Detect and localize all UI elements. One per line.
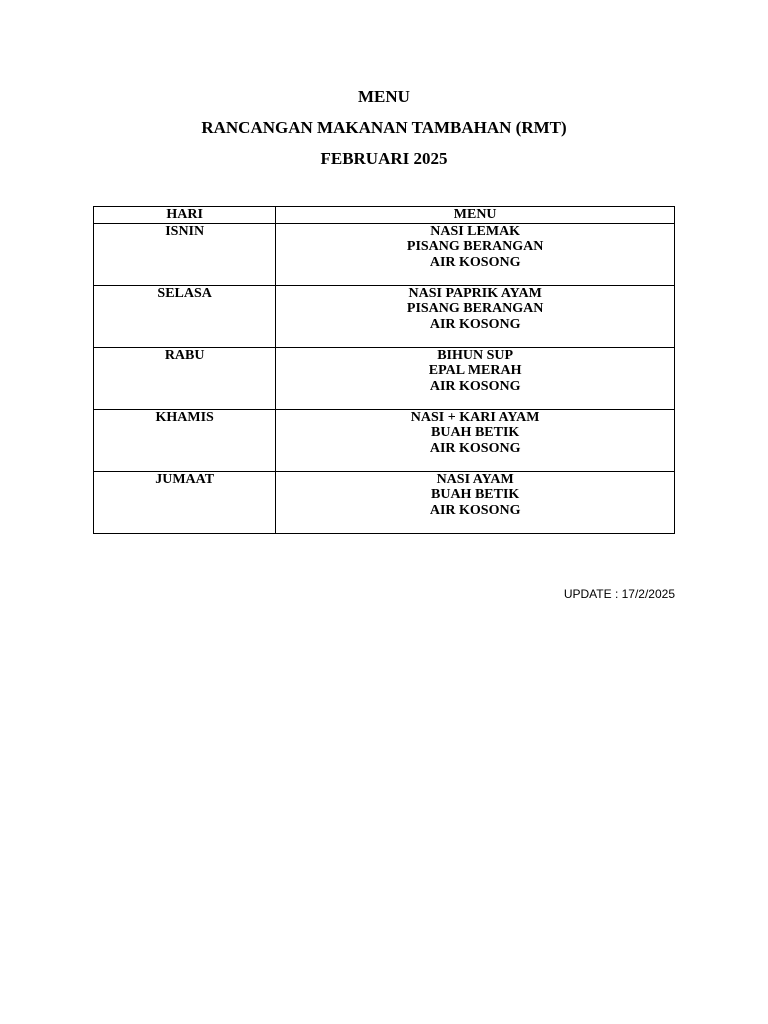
menu-item: BUAH BETIK	[431, 425, 520, 440]
menu-item: BUAH BETIK	[431, 487, 520, 502]
table-row	[94, 471, 675, 533]
table-row	[94, 223, 675, 285]
day-cell: RABU	[94, 347, 276, 409]
table-header-row	[94, 207, 675, 224]
menu-item: AIR KOSONG	[429, 440, 521, 456]
table-row	[94, 409, 675, 471]
table-row	[94, 285, 675, 347]
update-date: UPDATE : 17/2/2025	[563, 587, 675, 601]
day-cell: KHAMIS	[94, 409, 276, 471]
table-row	[94, 347, 675, 409]
header-menu: MENU	[276, 207, 675, 224]
menu-item: AIR KOSONG	[429, 316, 521, 332]
menu-table	[93, 206, 675, 534]
menu-item: EPAL MERAH	[428, 363, 522, 378]
menu-item: AIR KOSONG	[429, 254, 521, 270]
menu-item: NASI LEMAK	[430, 223, 521, 239]
menu-item: BIHUN SUP	[437, 347, 514, 363]
menu-cell	[276, 471, 675, 533]
menu-cell	[276, 347, 675, 409]
menu-item: AIR KOSONG	[429, 378, 521, 394]
menu-cell	[276, 285, 675, 347]
day-cell: ISNIN	[94, 223, 276, 285]
menu-cell	[276, 223, 675, 285]
menu-item: NASI AYAM	[436, 471, 514, 487]
menu-item: PISANG BERANGAN	[406, 301, 544, 316]
header-day: HARI	[94, 207, 276, 224]
day-cell: SELASA	[94, 285, 276, 347]
menu-item: PISANG BERANGAN	[406, 239, 544, 254]
day-cell: JUMAAT	[94, 471, 276, 533]
menu-cell	[276, 409, 675, 471]
document-period: FEBRUARI 2025	[320, 149, 448, 168]
menu-item: AIR KOSONG	[429, 502, 521, 518]
document-subtitle: RANCANGAN MAKANAN TAMBAHAN (RMT)	[201, 118, 567, 137]
menu-item: NASI PAPRIK AYAM	[408, 285, 542, 301]
document-title: MENU	[358, 87, 410, 106]
menu-item: NASI + KARI AYAM	[410, 409, 540, 425]
